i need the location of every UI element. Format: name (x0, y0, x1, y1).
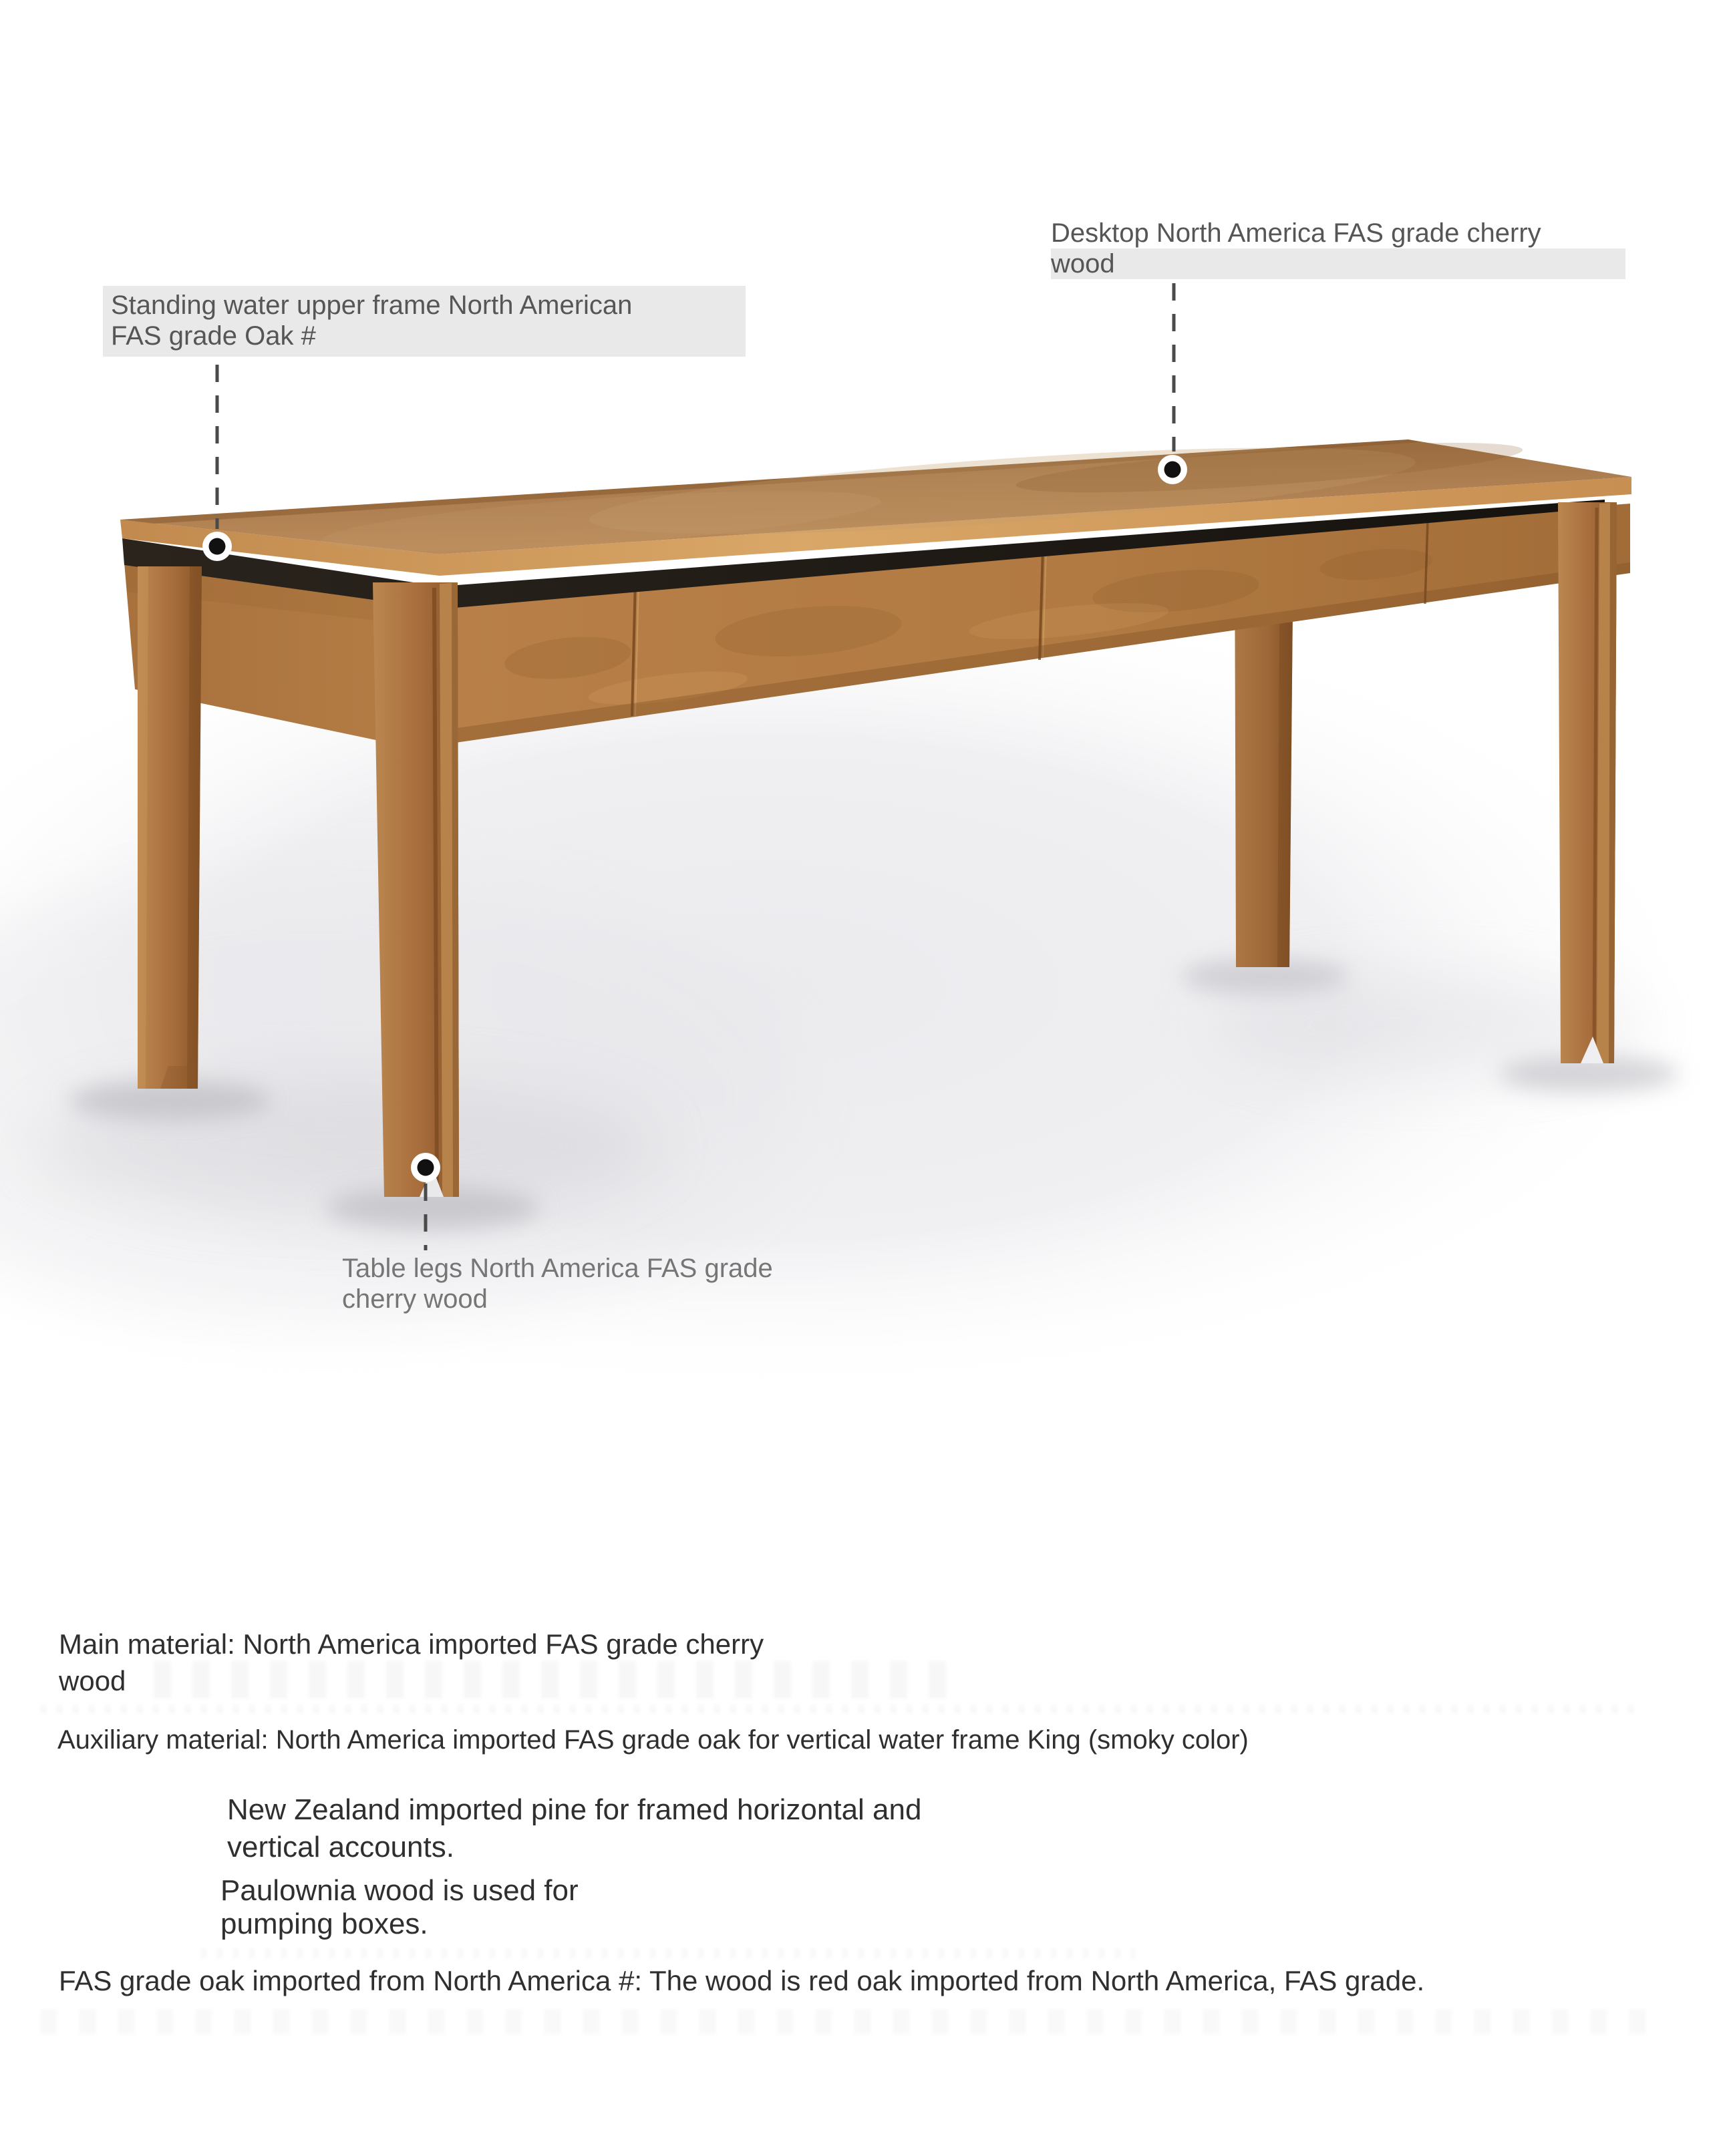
pine-material-line2: vertical accounts. (227, 1831, 454, 1863)
callout-desktop-line1: Desktop North America FAS grade cherry (1051, 218, 1541, 248)
callout-upper-frame-line1: Standing water upper frame North American (111, 291, 633, 320)
callout-dot-upper-frame (202, 532, 232, 561)
callout-label-table-legs (342, 1253, 773, 1314)
callout-dot-desktop (1158, 455, 1187, 484)
table-leg-front-left (373, 582, 459, 1197)
callout-label-desktop (1051, 218, 1625, 279)
callout-upper-frame-line2: FAS grade Oak # (111, 321, 316, 351)
paulownia-material-text (220, 1874, 579, 1941)
callout-table-legs-line1: Table legs North America FAS grade (342, 1254, 773, 1283)
pine-material-line1: New Zealand imported pine for framed horizontal and (227, 1793, 922, 1826)
callout-dot-table-legs (411, 1153, 440, 1182)
table-leg-front-right (1558, 502, 1617, 1063)
callout-desktop-line2: wood (1051, 248, 1625, 279)
main-material-line2: wood (59, 1665, 126, 1696)
pine-material-text (227, 1791, 921, 1866)
main-material-text (59, 1626, 764, 1699)
main-material-line1: Main material: North America imported FAS grade cherry (59, 1628, 764, 1660)
paulownia-material-line2: pumping boxes. (220, 1908, 428, 1940)
paulownia-material-line1: Paulownia wood is used for (220, 1874, 579, 1907)
callout-table-legs-line2: cherry wood (342, 1284, 488, 1314)
callout-label-upper-frame (103, 286, 746, 357)
auxiliary-material-text: Auxiliary material: North America imported FAS grade oak for vertical water frame King (smoky color) (57, 1725, 1249, 1755)
table-leg-back-left (138, 566, 202, 1089)
fas-grade-footnote: FAS grade oak imported from North America #: The wood is red oak imported from North America, FAS grade. (59, 1965, 1425, 1996)
